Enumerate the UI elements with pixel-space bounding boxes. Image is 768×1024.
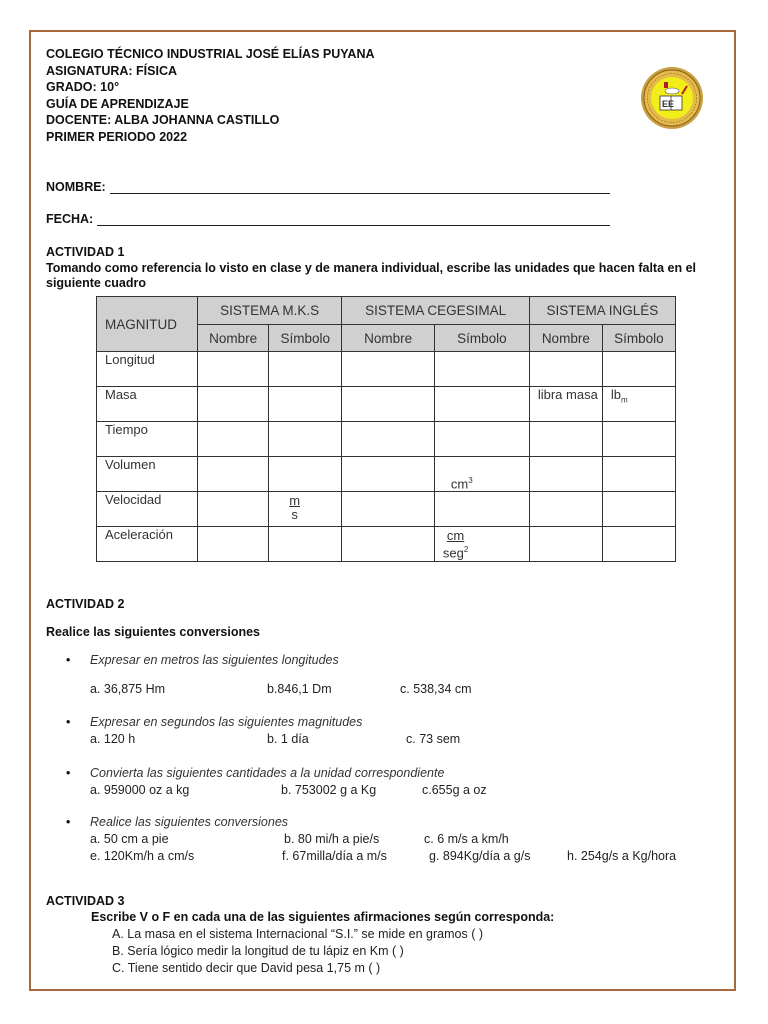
date-blank-line[interactable] bbox=[97, 213, 610, 226]
symbol-subscript: m bbox=[620, 395, 628, 405]
guide-type: GUÍA DE APRENDIZAJE bbox=[46, 96, 189, 111]
answer-cell[interactable] bbox=[602, 492, 675, 527]
units-table bbox=[96, 296, 676, 562]
answer-cell[interactable] bbox=[198, 387, 269, 422]
exercise-item: f. 67milla/día a m/s bbox=[282, 849, 387, 863]
exercise-item: a. 959000 oz a kg bbox=[90, 783, 190, 797]
table-row-volumen bbox=[97, 457, 676, 492]
answer-cell[interactable] bbox=[198, 352, 269, 387]
ingles-header: SISTEMA INGLÉS bbox=[529, 297, 675, 325]
group-instruction: Expresar en segundos las siguientes magnitudes bbox=[90, 715, 363, 729]
activity-1-instruction: Tomando como referencia lo visto en clase y de manera individual, escribe las unidades que hacen falta en el siguiente cuadro bbox=[46, 261, 696, 290]
symbol-base: lb bbox=[610, 387, 621, 402]
activity-2-subtitle: Realice las siguientes conversiones bbox=[46, 625, 260, 639]
magnitud-cell: Velocidad bbox=[97, 492, 198, 527]
svg-text:EE: EE bbox=[662, 99, 675, 109]
magnitud-cell: Aceleración bbox=[97, 527, 198, 562]
grade: GRADO: 10° bbox=[46, 80, 120, 94]
school-name: COLEGIO TÉCNICO INDUSTRIAL JOSÉ ELÍAS PUYANA bbox=[46, 47, 375, 61]
magnitud-header: MAGNITUD bbox=[97, 297, 198, 352]
answer-cell[interactable] bbox=[269, 422, 342, 457]
answer-cell[interactable] bbox=[529, 527, 602, 562]
date-label: FECHA: bbox=[46, 212, 94, 226]
magnitud-cell: Longitud bbox=[97, 352, 198, 387]
symbol-exponent: 2 bbox=[463, 545, 469, 554]
answer-cell[interactable] bbox=[602, 352, 675, 387]
exercise-item: b. 753002 g a Kg bbox=[281, 783, 377, 797]
answer-cell[interactable] bbox=[198, 457, 269, 492]
cgs-volumen-simbolo bbox=[434, 457, 529, 492]
exercise-item: h. 254g/s a Kg/hora bbox=[567, 849, 677, 863]
activity-3-title: ACTIVIDAD 3 bbox=[46, 894, 125, 908]
name-field[interactable] bbox=[46, 180, 610, 194]
answer-cell[interactable] bbox=[342, 422, 435, 457]
cgs-nombre-header: Nombre bbox=[342, 325, 435, 352]
answer-cell[interactable] bbox=[434, 422, 529, 457]
mks-simbolo-header: Símbolo bbox=[269, 325, 342, 352]
fraction-numerator: cm bbox=[446, 528, 465, 543]
bullet-icon: • bbox=[66, 653, 71, 667]
table-row-longitud bbox=[97, 352, 676, 387]
true-false-item-c[interactable]: C. Tiene sentido decir que David pesa 1,75 m ( ) bbox=[112, 961, 381, 975]
subject: ASIGNATURA: FÍSICA bbox=[46, 63, 178, 78]
answer-cell[interactable] bbox=[434, 352, 529, 387]
symbol-base: seg bbox=[442, 545, 464, 561]
ingles-simbolo-header: Símbolo bbox=[602, 325, 675, 352]
symbol-exponent: 3 bbox=[468, 475, 473, 485]
answer-cell[interactable] bbox=[529, 492, 602, 527]
exercise-item: a. 36,875 Hm bbox=[90, 682, 166, 696]
answer-cell[interactable] bbox=[269, 387, 342, 422]
group-instruction: Realice las siguientes conversiones bbox=[90, 815, 289, 829]
answer-cell[interactable] bbox=[602, 527, 675, 562]
school-crest-logo bbox=[640, 66, 704, 130]
answer-cell[interactable] bbox=[342, 352, 435, 387]
document-header bbox=[46, 46, 375, 145]
cgs-aceleracion-simbolo bbox=[434, 527, 529, 562]
mks-velocidad-simbolo bbox=[269, 492, 342, 527]
ingles-nombre-header: Nombre bbox=[529, 325, 602, 352]
teacher: DOCENTE: ALBA JOHANNA CASTILLO bbox=[46, 113, 280, 127]
answer-cell[interactable] bbox=[342, 457, 435, 492]
name-label: NOMBRE: bbox=[46, 180, 106, 194]
name-blank-line[interactable] bbox=[110, 181, 610, 194]
mks-header: SISTEMA M.K.S bbox=[198, 297, 342, 325]
table-row-velocidad bbox=[97, 492, 676, 527]
answer-cell[interactable] bbox=[602, 422, 675, 457]
ingles-masa-simbolo bbox=[602, 387, 675, 422]
fraction-denominator bbox=[443, 543, 468, 560]
answer-cell[interactable] bbox=[602, 457, 675, 492]
bullet-icon: • bbox=[66, 715, 71, 729]
true-false-item-a[interactable]: A. La masa en el sistema Internacional “S.I.” se mide en gramos ( ) bbox=[112, 927, 483, 941]
answer-cell[interactable] bbox=[342, 492, 435, 527]
cgs-header: SISTEMA CEGESIMAL bbox=[342, 297, 529, 325]
answer-cell[interactable] bbox=[529, 352, 602, 387]
mks-nombre-header: Nombre bbox=[198, 325, 269, 352]
table-row-aceleracion bbox=[97, 527, 676, 562]
magnitud-cell: Tiempo bbox=[97, 422, 198, 457]
activity-2-title: ACTIVIDAD 2 bbox=[46, 597, 125, 611]
group-instruction: Expresar en metros las siguientes longitudes bbox=[90, 653, 339, 667]
activity-1-title: ACTIVIDAD 1 bbox=[46, 245, 125, 259]
exercise-item: g. 894Kg/día a g/s bbox=[429, 849, 531, 863]
exercise-item: c. 6 m/s a km/h bbox=[424, 832, 509, 846]
answer-cell[interactable] bbox=[434, 492, 529, 527]
symbol-base: cm bbox=[450, 476, 469, 491]
answer-cell[interactable] bbox=[342, 387, 435, 422]
table-row-masa bbox=[97, 387, 676, 422]
magnitud-cell: Masa bbox=[97, 387, 198, 422]
exercise-item: b.846,1 Dm bbox=[267, 682, 332, 696]
cgs-simbolo-header: Símbolo bbox=[434, 325, 529, 352]
exercise-item: c. 538,34 cm bbox=[400, 682, 472, 696]
ingles-masa-nombre: libra masa bbox=[529, 387, 602, 422]
exercise-item: c. 73 sem bbox=[406, 732, 461, 746]
answer-cell[interactable] bbox=[198, 492, 269, 527]
answer-cell[interactable] bbox=[529, 422, 602, 457]
fraction-denominator: s bbox=[291, 507, 298, 522]
true-false-item-b[interactable]: B. Sería lógico medir la longitud de tu lápiz en Km ( ) bbox=[112, 944, 404, 958]
answer-cell[interactable] bbox=[342, 527, 435, 562]
answer-cell[interactable] bbox=[529, 457, 602, 492]
exercise-item: a. 120 h bbox=[90, 732, 136, 746]
group-instruction: Convierta las siguientes cantidades a la unidad correspondiente bbox=[90, 766, 445, 780]
exercise-item: b. 1 día bbox=[267, 732, 309, 746]
answer-cell[interactable] bbox=[434, 387, 529, 422]
magnitud-cell: Volumen bbox=[97, 457, 198, 492]
answer-cell[interactable] bbox=[198, 422, 269, 457]
period: PRIMER PERIODO 2022 bbox=[46, 129, 188, 144]
exercise-item: a. 50 cm a pie bbox=[90, 832, 169, 846]
fraction-numerator: m bbox=[289, 493, 301, 508]
exercise-item: e. 120Km/h a cm/s bbox=[90, 849, 195, 863]
answer-cell[interactable] bbox=[269, 457, 342, 492]
exercise-item: c.655g a oz bbox=[422, 783, 487, 797]
activity-3-instruction: Escribe V o F en cada una de las siguientes afirmaciones según corresponda: bbox=[91, 910, 555, 924]
bullet-icon: • bbox=[66, 815, 71, 829]
answer-cell[interactable] bbox=[269, 527, 342, 562]
exercise-item: b. 80 mi/h a pie/s bbox=[284, 832, 380, 846]
date-field[interactable] bbox=[46, 212, 610, 226]
answer-cell[interactable] bbox=[269, 352, 342, 387]
bullet-icon: • bbox=[66, 766, 71, 780]
table-row-tiempo bbox=[97, 422, 676, 457]
answer-cell[interactable] bbox=[198, 527, 269, 562]
